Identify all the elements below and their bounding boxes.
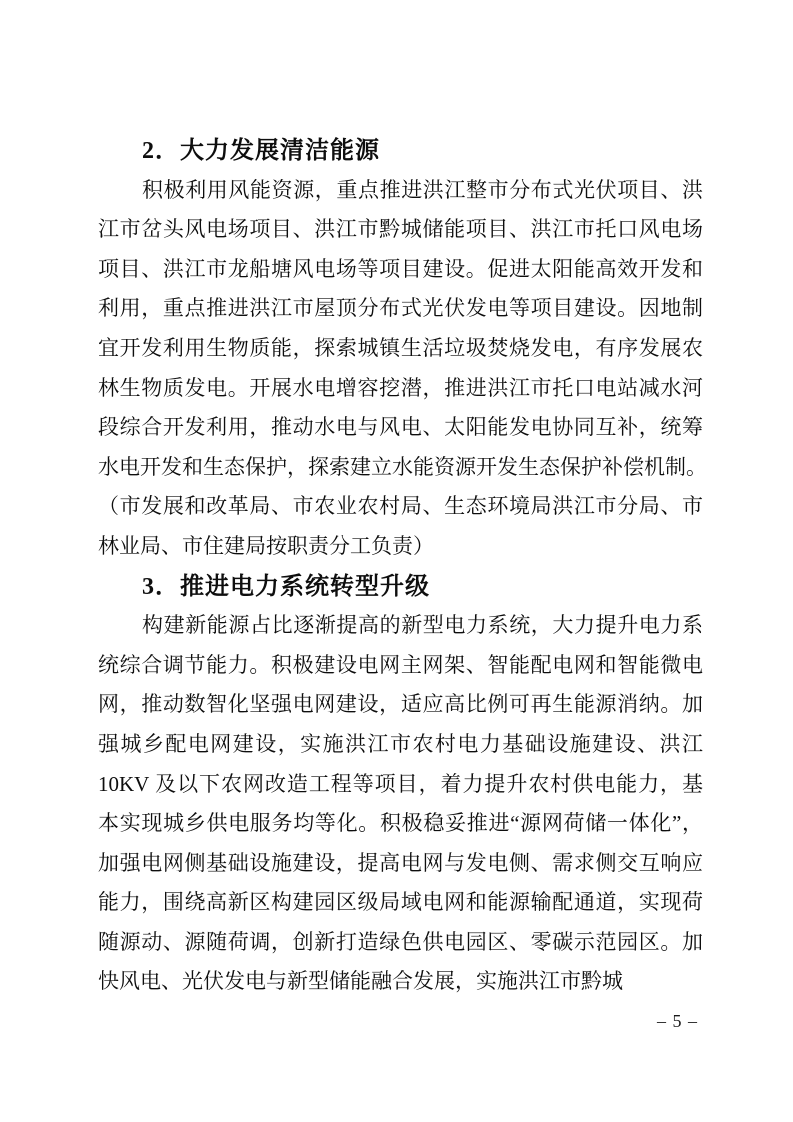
heading-title: 推进电力系统转型升级 <box>180 572 430 600</box>
text-line: 网，推动数智化坚强电网建设，适应高比例可再生能源消纳。加 <box>98 692 703 717</box>
text-line: 统综合调节能力。积极建设电网主网架、智能配电网和智能微电 <box>98 652 703 677</box>
text-line: 林业局、市住建局按职责分工负责） <box>98 533 434 558</box>
document-content <box>98 131 707 1002</box>
text-line: 本实现城乡供电服务均等化。积极稳妥推进“源网荷储一体化”， <box>98 811 703 836</box>
section <box>98 131 707 567</box>
text-line: 段综合开发利用，推动水电与风电、太阳能发电协同互补，统筹 <box>98 415 703 440</box>
text-line: 积极利用风能资源，重点推进洪江整市分布式光伏项目、洪 <box>142 177 703 202</box>
text-line: 快风电、光伏发电与新型储能融合发展，实施洪江市黔城 <box>98 969 623 994</box>
text-line: 构建新能源占比逐渐提高的新型电力系统，大力提升电力系 <box>142 613 703 638</box>
section <box>98 567 703 1003</box>
heading-number: 2． <box>142 138 180 164</box>
text-line: 江市岔头风电场项目、洪江市黔城储能项目、洪江市托口风电场 <box>98 217 703 242</box>
text-line: 水电开发和生态保护，探索建立水能资源开发生态保护补偿机制。 <box>98 454 707 479</box>
section-heading <box>98 131 703 171</box>
heading-number: 3． <box>142 573 180 600</box>
text-line: 10KV 及以下农网改造工程等项目，着力提升农村供电能力，基 <box>98 771 703 796</box>
text-line: 加强电网侧基础设施建设，提高电网与发电侧、需求侧交互响应 <box>98 850 703 875</box>
section-heading <box>98 567 703 607</box>
text-line: 能力，围绕高新区构建园区级局域电网和能源输配通道，实现荷 <box>98 890 703 915</box>
text-line: 宜开发利用生物质能，探索城镇生活垃圾焚烧发电，有序发展农 <box>98 335 703 360</box>
page-number: – 5 – <box>657 1011 698 1031</box>
text-line: （市发展和改革局、市农业农村局、生态环境局洪江市分局、市 <box>98 494 703 519</box>
text-line: 利用，重点推进洪江市屋顶分布式光伏发电等项目建设。因地制 <box>98 296 703 321</box>
text-line: 随源动、源随荷调，创新打造绿色供电园区、零碳示范园区。加 <box>98 929 703 954</box>
text-line: 强城乡配电网建设，实施洪江市农村电力基础设施建设、洪江 <box>98 731 703 756</box>
text-line: 项目、洪江市龙船塘风电场等项目建设。促进太阳能高效开发和 <box>98 256 703 281</box>
text-line: 林生物质发电。开展水电增容挖潜，推进洪江市托口电站减水河 <box>98 375 703 400</box>
heading-title: 大力发展清洁能源 <box>180 137 380 164</box>
